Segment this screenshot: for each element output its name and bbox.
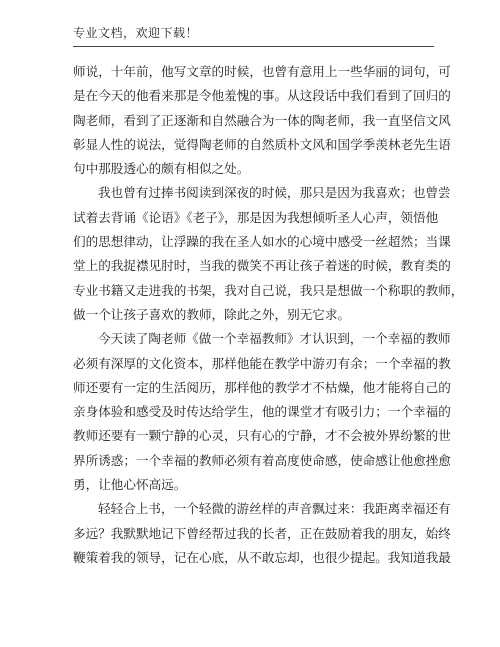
paragraph bbox=[73, 181, 464, 327]
paragraph-line: 鞭策着我的领导，记在心底，从不敢忘却，也很少提起。我知道我最 bbox=[73, 549, 451, 565]
paragraph bbox=[73, 497, 451, 570]
paragraph-line: 必须有深厚的文化资本，那样他能在教学中游刃有余；一个幸福的教 bbox=[73, 355, 451, 371]
paragraph-line: 师说，十年前，他写文章的时候，也曾有意用上一些华丽的词句，可 bbox=[73, 64, 451, 79]
paragraph-line: 彰显人性的说法，觉得陶老师的自然质朴文风和国学季羡林老先生语 bbox=[73, 136, 451, 152]
paragraph bbox=[73, 60, 451, 181]
paragraph-line: 句中那股透心的颇有相似之处。 bbox=[73, 161, 250, 177]
paragraph-line: 今天读了陶老师《做一个幸福教师》才认识到，一个幸福的教师 bbox=[98, 331, 451, 347]
header-divider bbox=[73, 46, 434, 47]
paragraph-line: 勇，让他心怀高远。 bbox=[73, 477, 187, 493]
paragraph-line: 师还要有一定的生活阅历，那样他的教学才不枯燥，他才能将自己的 bbox=[73, 379, 451, 395]
paragraph-line: 界所诱惑；一个幸福的教师必须有着高度使命感，使命感让他愈挫愈 bbox=[73, 452, 451, 468]
paragraph-line: 堂上的我捉襟见肘时，当我的微笑不再让孩子着迷的时候，教育类的 bbox=[73, 258, 451, 274]
paragraph-line: 试着去背诵《论语》《老子》，那是因为我想倾听圣人心声，领悟他 bbox=[73, 209, 439, 225]
paragraph-line: 轻轻合上书，一个轻微的游丝样的声音飘过来：我距离幸福还有 bbox=[98, 501, 451, 517]
paragraph-line: 教师还要有一颗宁静的心灵，只有心的宁静，才不会被外界纷繁的世 bbox=[73, 428, 451, 444]
paragraph-line: 专业书籍又走进我的书架，我对自己说，我只是想做一个称职的教师， bbox=[73, 282, 464, 298]
paragraph bbox=[73, 327, 451, 497]
document-header: 专业文档，欢迎下载！ bbox=[73, 26, 199, 40]
paragraph-line: 亲身体验和感受及时传达给学生，他的课堂才有吸引力；一个幸福的 bbox=[73, 404, 451, 420]
paragraph-line: 做一个让孩子喜欢的教师，除此之外，别无它求。 bbox=[73, 306, 351, 322]
paragraph-line: 我也曾有过捧书阅读到深夜的时候，那只是因为我喜欢；也曾尝 bbox=[98, 185, 451, 201]
paragraph-line: 多远？我默默地记下曾经帮过我的长者，正在鼓励着我的朋友，始终 bbox=[73, 525, 451, 541]
paragraph-line: 们的思想律动，让浮躁的我在圣人如水的心境中感受一丝超然；当课 bbox=[73, 234, 451, 250]
paragraph-line: 是在今天的他看来那是令他羞愧的事。从这段话中我们看到了回归的 bbox=[73, 88, 451, 104]
document-body bbox=[73, 60, 464, 570]
paragraph-line: 陶老师，看到了正逐渐和自然融合为一体的陶老师，我一直坚信文风 bbox=[73, 112, 451, 128]
